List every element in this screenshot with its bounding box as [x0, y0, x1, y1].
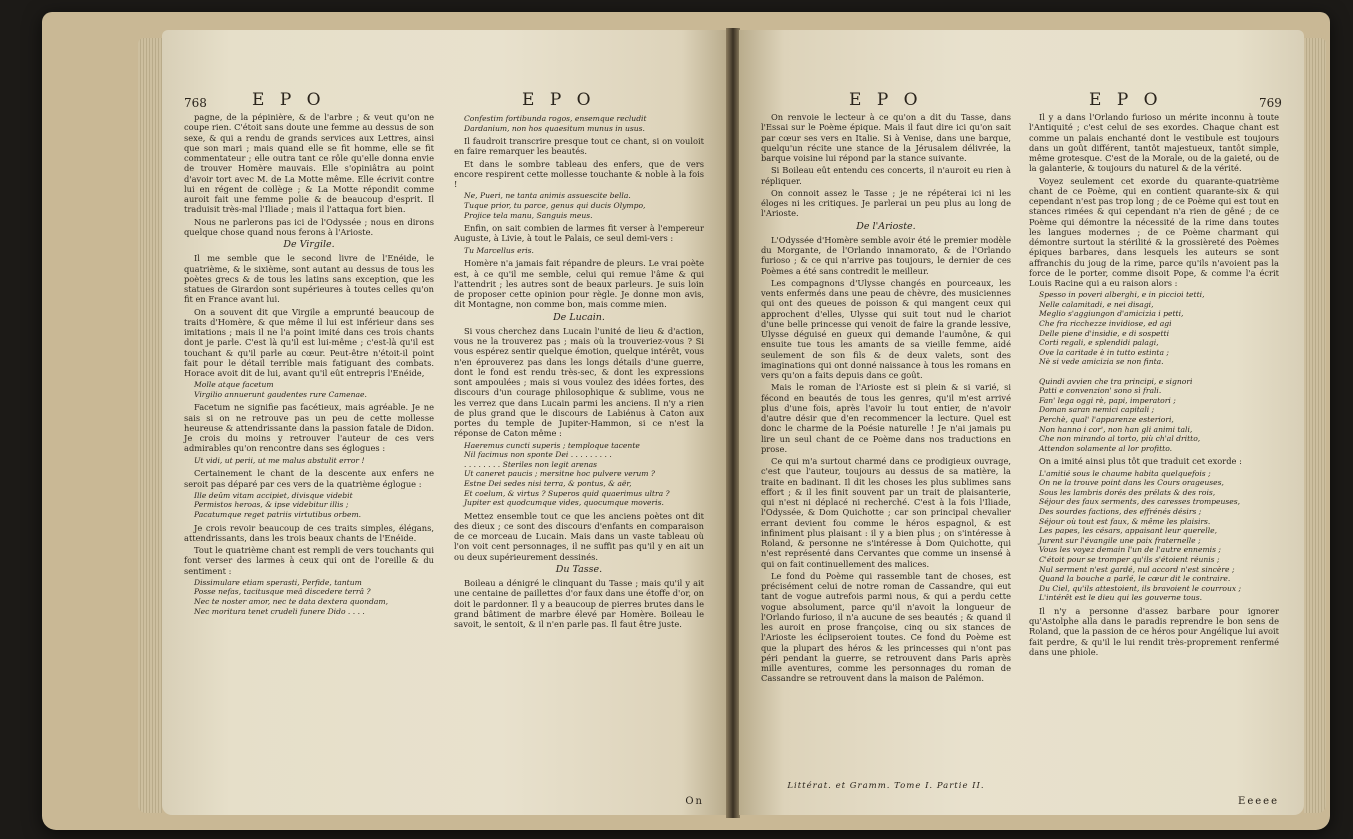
paragraph: Ce qui m'a surtout charmé dans ce prodigieux ouvrage, c'est que l'auteur, toujours au dessus de sa matière, la traite en badinant. Il dit les choses les plus sublimes sans effort ; & il les finit souvent par un trait de plaisanterie, qui n'est ni déplacé ni recherché. C'est à la fois l'Iliade, l'Odyssée, & Dom Quichotte ; car son principal chevalier errant devient fou comme le héros espagnol, & est infiniment plus plaisant : il y a bien plus ; on s'intéresse à Roland, & personne ne s'intéresse à Dom Quichotte, qui n'est représenté dans Cervantes que comme un insensé à qui on fait continuellement des malices.: [761, 456, 1011, 569]
verse-quotation: Confestim fortibunda rogos, ensemque recludit Dardanium, non hos quaesitum munus in usus.: [464, 114, 647, 133]
verse-quotation: Ne, Pueri, ne tanta animis assuescite bella. Tuque prior, tu parce, genus qui ducis Olympo, Projice tela manu, Sanguis meus.: [464, 191, 646, 220]
right-page-column-1: [761, 112, 1011, 686]
page-number-left: 768: [184, 96, 207, 110]
left-page: [162, 30, 727, 815]
left-page-column-2: [454, 112, 704, 631]
paragraph: Et dans le sombre tableau des enfers, que de vers encore respirent cette mollesse touchante & noble à la fois !: [454, 158, 704, 190]
paragraph: L'Odyssée d'Homère semble avoir été le premier modèle du Morgante, de l'Orlando innamorato, & de l'Orlando furioso ; & ce qui n'arrive pas toujours, le dernier de ces Poèmes a été sans contredit le meilleur.: [761, 234, 1011, 276]
verse-quotation: Dissimulare etiam sperasti, Perfide, tantum Posse nefas, tacitusque meâ discedere terrâ ? Nec te noster amor, nec te data dextera quondam, Nec moritura tenet crudeli funere Dido . . . .: [194, 577, 388, 616]
paragraph: Il n'y a personne d'assez barbare pour ignorer qu'Astolphe alla dans le paradis reprendre le bon sens de Roland, que la passion de ce héros pour Angélique lui avoit fait perdre, & qu'il le lui rendit très-proprement renfermé dans une phiole.: [1029, 605, 1280, 657]
page-number-right: 769: [1259, 96, 1282, 110]
running-head-left-col1: E P O: [252, 90, 326, 110]
section-heading: De Lucain.: [553, 311, 605, 323]
section-heading: De l'Arioste.: [856, 220, 916, 232]
running-head-right-col2: E P O: [1089, 90, 1163, 110]
verse-quotation: Molle atque facetum Virgilio annuerunt gaudentes rure Camenae.: [194, 380, 367, 399]
catchword: On: [685, 796, 704, 807]
signature-line: Littérat. et Gramm. Tome I. Partie II.: [787, 781, 985, 791]
paragraph: On connoit assez le Tasse ; je ne répéterai ici ni les éloges ni les critiques. Je parlerai un peu plus au long de l'Arioste.: [761, 187, 1011, 219]
right-page-column-2: [1029, 112, 1279, 659]
gathering-signature: Eeeee: [1238, 796, 1279, 807]
book-gutter: [726, 28, 740, 818]
left-page-column-1: [184, 112, 434, 619]
paragraph: pagne, de la pépinière, & de l'arbre ; & veut qu'on ne coupe rien. C'étoit sans doute une femme au dessus de son sexe, & qui a rendu de grands services aux Lettres, ainsi que son mari ; mais quand elle se fit homme, elle se fit commentateur ; elle outra tant ce rôle qu'elle donna envie de trouver Homère mauvais. Elle s'opiniâtra au point d'avoir tort avec M. de La Motte même. Elle écrivit contre lui en régent de collège ; & La Motte répondit comme auroit fait une femme polie & de beaucoup d'esprit. Il traduisit très-mal l'Iliade ; mais il l'attaqua fort bien.: [184, 112, 434, 215]
running-head-left-col2: E P O: [522, 90, 596, 110]
section-heading: Du Tasse.: [555, 563, 603, 575]
paragraph: Il faudroit transcrire presque tout ce chant, si on vouloit en faire remarquer les beautés.: [454, 136, 704, 157]
paragraph: Il me semble que le second livre de l'Enéide, le quatrième, & le sixième, sont autant au dessus de tous les poètes grecs & de tous les latins sans exception, que les statues de Girardon sont supérieures à toutes celles qu'on fit en France avant lui.: [184, 253, 434, 305]
verse-quotation: Haeremus cuncti superis ; temploque tacente Nil facimus non sponte Dei . . . . . . . . . . . . . . . . . Steriles non legit arenas Ut caneret paucis ; mersitne hoc pulvere verum ? Estne Dei sedes nisi terra, & pontus, & aër, Et coelum, & virtus ? Superos quid quaerimus ultra ? Jupiter est quodcumque vides, quocumque moveris.: [464, 440, 670, 508]
verse-quotation: L'amitié sous le chaume habita quelquefois ; On ne la trouve point dans les Cours orageuses, Sous les lambris dorés des prélats & des rois, Séjour des faux serments, des caresses trompeuses, Des sourdes factions, des effrénés désirs ; Séjour où tout est faux, & même les plaisirs. Les papes, les césars, appaisant leur querelle, Jurent sur l'évangile une paix fraternelle ; Vous les voyez demain l'un de l'autre ennemis ; C'étoit pour se tromper qu'ils s'étoient réunis ; Nul serment n'est gardé, nul accord n'est sincère ; Quand la bouche a parlé, le cœur dit le contraire. Du Ciel, qu'ils attestoient, ils bravoient le courroux ; L'intérêt est le dieu qui les gouverne tous.: [1039, 468, 1242, 603]
paragraph: Enfin, on sait combien de larmes fit verser à l'empereur Auguste, à Livie, à tout le Palais, ce seul demi-vers :: [454, 223, 704, 244]
paragraph: Mais le roman de l'Arioste est si plein & si varié, si fécond en beautés de tous les genres, qu'il m'est arrivé plus d'une fois, après l'avoir lu tout entier, de n'avoir d'autre désir que d'en recommencer la lecture. Quel est donc le charme de la Poésie naturelle ! Je n'ai jamais pu lire un seul chant de ce Poème dans nos traductions en prose.: [761, 382, 1011, 454]
open-book: [42, 12, 1330, 830]
paragraph: Mettez ensemble tout ce que les anciens poètes ont dit des dieux ; ce sont des discours d'enfants en comparaison de ce morceau de Lucain. Mais dans un vaste tableau où l'on voit cent personnages, il ne suffit pas qu'il y en ait un ou deux supérieurement dessinés.: [454, 510, 704, 562]
verse-quotation: Ille deûm vitam accipiet, divisque videbit Permistos heroas, & ipse videbitur illis ; Pacatumque reget patriis virtutibus orbem.: [194, 490, 362, 519]
section-heading: De Virgile.: [283, 239, 335, 250]
page-edges-right: [1304, 38, 1326, 813]
paragraph: Le fond du Poème qui rassemble tant de choses, est précisément celui de notre roman de Cassandre, qui eut tant de vogue autrefois parmi nous, & qui a perdu cette vogue absolument, parce qu'il n'avoit la longueur de l'Orlando furioso, il n'a aucune de ses beautés ; & quand il les auroit en prose françoise, cinq ou six stances de l'Arioste les éclipseroient toutes. Ce fond du Poème est que la plupart des héros & les princesses qui n'ont pas péri pendant la guerre, se retrouvent dans Paris après mille aventures, comme les personnages du roman de Cassandre se retrouvent dans la maison de Palémon.: [761, 570, 1011, 684]
verse-quotation: Spesso in poveri alberghi, e in piccioi tetti, Nelle calamitadi, e nei disagi, Meglio s'aggiungon d'amicizia i petti, Che fra ricchezze invidiose, ed agi Delle piene d'insidie, e di sospetti Corti regali, e splendidi palagi, Ove la caritade è in tutto estinta ; Nè si vede amicizia se non finta. Quindi avvien che tra principi, e signori Patti e convenzion' sono sì frali. Fan' lega oggi rè, papi, imperatori ; Doman saran nemici capitali ; Perchè, qual' l'apparenze esteriori, Non hanno i cor', non han gli animi tali, Che non mirando al torto, più ch'al dritto, Attendon solamente al lor profitto.: [1039, 290, 1205, 453]
paragraph: Je crois revoir beaucoup de ces traits simples, élégans, attendrissants, dans les trois beaux chants de l'Enéide.: [184, 522, 434, 543]
paragraph: Si Boileau eût entendu ces concerts, il n'auroit eu rien à répliquer.: [761, 165, 1011, 186]
running-head-right-col1: E P O: [849, 90, 923, 110]
paragraph: Il y a dans l'Orlando furioso un mérite inconnu à toute l'Antiquité ; c'est celui de ses exordes. Chaque chant est comme un palais enchanté dont le vestibule est toujours dans un goût différent, tantôt majestueux, tantôt simple, même grotesque. C'est de la Morale, ou de la gaieté, ou de la galanterie, & toujours du naturel & de la vérité.: [1029, 112, 1279, 174]
paragraph: Certainement le chant de la descente aux enfers ne seroit pas déparé par ces vers de la quatrième églogue :: [184, 468, 434, 489]
verse-quotation: Tu Marcellus eris.: [464, 245, 534, 255]
paragraph: Nous ne parlerons pas ici de l'Odyssée ; nous en dirons quelque chose quand nous ferons à l'Arioste.: [184, 216, 434, 237]
page-edges-left: [138, 38, 162, 813]
paragraph: Homère n'a jamais fait répandre de pleurs. Le vrai poète est, à ce qu'il me semble, celui qui remue l'âme & qui l'attendrit ; les autres sont de beaux parleurs. Je suis loin de proposer cette opinion pour règle. Je donne mon avis, dit Montagne, non comme bon, mais comme mien.: [454, 258, 704, 310]
verse-quotation: Ut vidi, ut perii, ut me malus abstulit error !: [194, 455, 365, 465]
paragraph: Tout le quatrième chant est rempli de vers touchants qui font verser des larmes à ceux qui ont de l'oreille & du sentiment :: [184, 545, 434, 576]
paragraph: Les compagnons d'Ulysse changés en pourceaux, les vents enfermés dans une peau de chèvre, des musiciennes qui ont des queues de poisson & qui mangent ceux qui approchent d'elles, Ulysse qui suit tout nud le chariot d'une belle princesse qui venoit de faire la grande lessive, Ulysse déguisé en gueux qui demande l'aumône, & qui ensuite tue tous les amants de sa vieille femme, aidé seulement de son fils & de deux valets, sont des imaginations qui ont donné naissance à tous les romans en vers qu'on a faits depuis dans ce goût.: [761, 277, 1011, 380]
paragraph: Boileau a dénigré le clinquant du Tasse ; mais qu'il y ait une centaine de paillettes d'or faux dans une étoffe d'or, on doit le pardonner. Il y a beaucoup de pierres brutes dans le grand bâtiment de marbre élevé par Homère. Boileau le savoit, le sentoit, & il n'en parle pas. Il faut être juste.: [454, 578, 704, 630]
paragraph: Facetum ne signifie pas facétieux, mais agréable. Je ne sais si on ne retrouve pas un peu de cette mollesse heureuse & attendrissante dans la passion fatale de Didon. Je crois du moins y retrouver l'auteur de ces vers admirables qu'on rencontre dans ses églogues :: [184, 402, 434, 454]
right-page: [739, 30, 1304, 815]
paragraph: Voyez seulement cet exorde du quarante-quatrième chant de ce Poème, qui en contient quarante-six & qui cependant n'est pas trop long ; de ce Poème qui est tout en stances rimées & qui cependant n'a rien de gêné ; de ce Poème qui démontre la nécessité de la rime dans toutes les langues modernes ; de ce Poème charmant qui démontre surtout la stérilité & la grossièreté des Poèmes épiques barbares, dans lesquels les auteurs se sont affranchis du joug de la rime, parce qu'ils n'avoient pas la force de le porter, comme disoit Pope, & comme l'a écrit Louis Racine qui a eu raison alors :: [1029, 175, 1279, 288]
paragraph: On a souvent dit que Virgile a emprunté beaucoup de traits d'Homère, & que même il lui est inférieur dans ses imitations ; mais il ne l'a point imité dans ces trois chants dont je parle. C'est là qu'il est lui-même ; c'est-là qu'il est touchant & qu'il parle au cœur. Peut-être n'étoit-il point fait pour le détail terrible mais fatiguant des combats. Horace avoit dit de lui, avant qu'il eût entrepris l'Enéide,: [184, 306, 434, 378]
paragraph: On a imité ainsi plus tôt que traduit cet exorde :: [1039, 456, 1242, 467]
paragraph: On renvoie le lecteur à ce qu'on a dit du Tasse, dans l'Essai sur le Poème épique. Mais il faut dire ici qu'on sait par cœur ses vers en Italie. Si à Venise, dans une barque, quelqu'un récite une stance de la Jérusalem délivrée, la barque voisine lui répond par la stance suivante.: [761, 112, 1011, 163]
paragraph: Si vous cherchez dans Lucain l'unité de lieu & d'action, vous ne la trouverez pas ; mais où la trouveriez-vous ? Si vous espérez sentir quelque émotion, quelque intérêt, vous n'en éprouverez pas dans les longs détails d'une guerre, dont le fond est rendu très-sec, & dont les expressions sont ampoulées ; mais si vous voulez des idées fortes, des discours d'un courage philosophique & sublime, vous ne les verrez que dans Lucain parmi les anciens. Il n'y a rien de plus grand que le discours de Labiénus à Caton aux portes du temple de Jupiter-Hammon, si ce n'est la réponse de Caton même :: [454, 325, 704, 439]
